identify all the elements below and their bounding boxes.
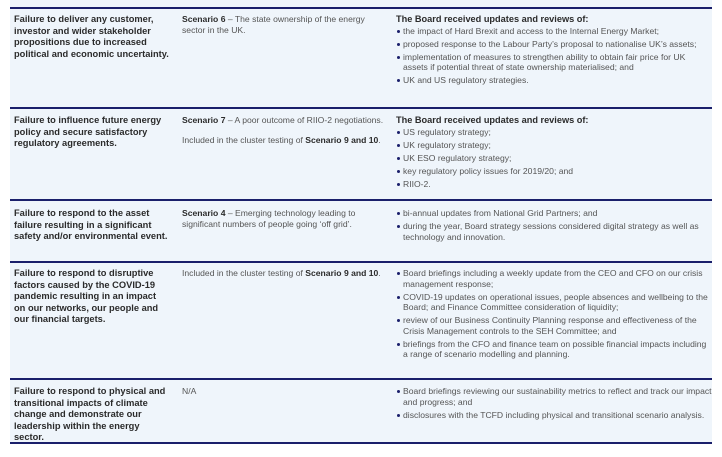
principal-risk: Failure to respond to disruptive factors caused by the COVID-19 pandemic resulting in an impact on our networks, our people and our financial targets.: [14, 268, 159, 325]
list-item: disclosures with the TCFD including physical and transitional scenario analysis.: [396, 410, 712, 421]
scenario-text: – A poor outcome of RIIO-2 negotiations.: [225, 115, 384, 125]
list-item: proposed response to the Labour Party’s proposal to nationalise UK’s assets;: [396, 39, 712, 50]
scenario-cell: [182, 208, 387, 238]
row-divider: [10, 199, 712, 201]
list-item: Board briefings reviewing our sustainability metrics to reflect and track our impact and progress; and: [396, 386, 712, 407]
board-activity-cell: [396, 386, 712, 423]
row-divider: [10, 378, 712, 380]
board-activity-cell: [396, 115, 712, 192]
scenario-text: Included in the cluster testing of: [182, 268, 306, 278]
scenario-label: Scenario 6: [182, 14, 226, 24]
list-item: bi-annual updates from National Grid Partners; and: [396, 208, 712, 219]
board-header: The Board received updates and reviews of:: [396, 115, 589, 125]
board-activity-cell: [396, 14, 712, 88]
scenario-text: – The state ownership of the energy sector in the UK.: [182, 14, 365, 35]
scenario-label: Scenario 7: [182, 115, 226, 125]
scenario-cell: [182, 14, 387, 44]
row-divider: [10, 261, 712, 263]
list-item: COVID-19 updates on operational issues, people absences and wellbeing to the Board; and Finance Committee consideration of liquidity;: [396, 292, 712, 313]
row-divider: [10, 107, 712, 109]
principal-risk: Failure to respond to physical and transitional impacts of climate change and demonstrate our leadership within the energy sector.: [14, 386, 166, 443]
list-item: UK ESO regulatory strategy;: [396, 153, 712, 164]
board-activity-cell: [396, 268, 712, 362]
list-item: Board briefings including a weekly update from the CEO and CFO on our crisis management response;: [396, 268, 712, 289]
principal-risk: Failure to influence future energy policy and secure satisfactory regulatory agreements.: [14, 115, 162, 149]
row-divider: [10, 7, 712, 9]
scenario-label: Scenario 9 and 10: [305, 268, 379, 278]
principal-risk: Failure to deliver any customer, investor and wider stakeholder propositions due to increased political and economic uncertainty.: [14, 14, 169, 59]
list-item: during the year, Board strategy sessions considered digital strategy as well as technology and innovation.: [396, 221, 712, 242]
scenario-text: Included in the cluster testing of: [182, 134, 306, 145]
scenario-text: N/A: [182, 386, 197, 396]
scenario-text: .: [378, 134, 381, 145]
list-item: briefings from the CFO and finance team on possible financial impacts including a range of scenario modelling and planning.: [396, 339, 712, 360]
list-item: UK and US regulatory strategies.: [396, 75, 712, 86]
scenario-cell: [182, 386, 387, 406]
principal-risk: Failure to respond to the asset failure resulting in a significant safety and/or environmental event.: [14, 208, 168, 242]
list-item: UK regulatory strategy;: [396, 140, 712, 151]
board-header: The Board received updates and reviews of:: [396, 14, 589, 24]
list-item: key regulatory policy issues for 2019/20; and: [396, 166, 712, 177]
scenario-label: Scenario 9 and 10: [305, 134, 379, 145]
list-item: US regulatory strategy;: [396, 127, 712, 138]
list-item: review of our Business Continuity Planning response and effectiveness of the Crisis Management controls to the SEH Committee; and: [396, 315, 712, 336]
scenario-text: – Emerging technology leading to significant numbers of people going ‘off grid’.: [182, 208, 356, 229]
scenario-text: .: [378, 268, 381, 278]
scenario-cell: [182, 268, 387, 288]
board-activity-cell: [396, 208, 712, 245]
list-item: the impact of Hard Brexit and access to the Internal Energy Market;: [396, 26, 712, 37]
list-item: RIIO-2.: [396, 179, 712, 190]
list-item: implementation of measures to strengthen ability to obtain fair price for UK assets if potential threat of state ownership materialised; and: [396, 52, 712, 73]
scenario-cell: [182, 115, 387, 154]
scenario-label: Scenario 4: [182, 208, 226, 218]
